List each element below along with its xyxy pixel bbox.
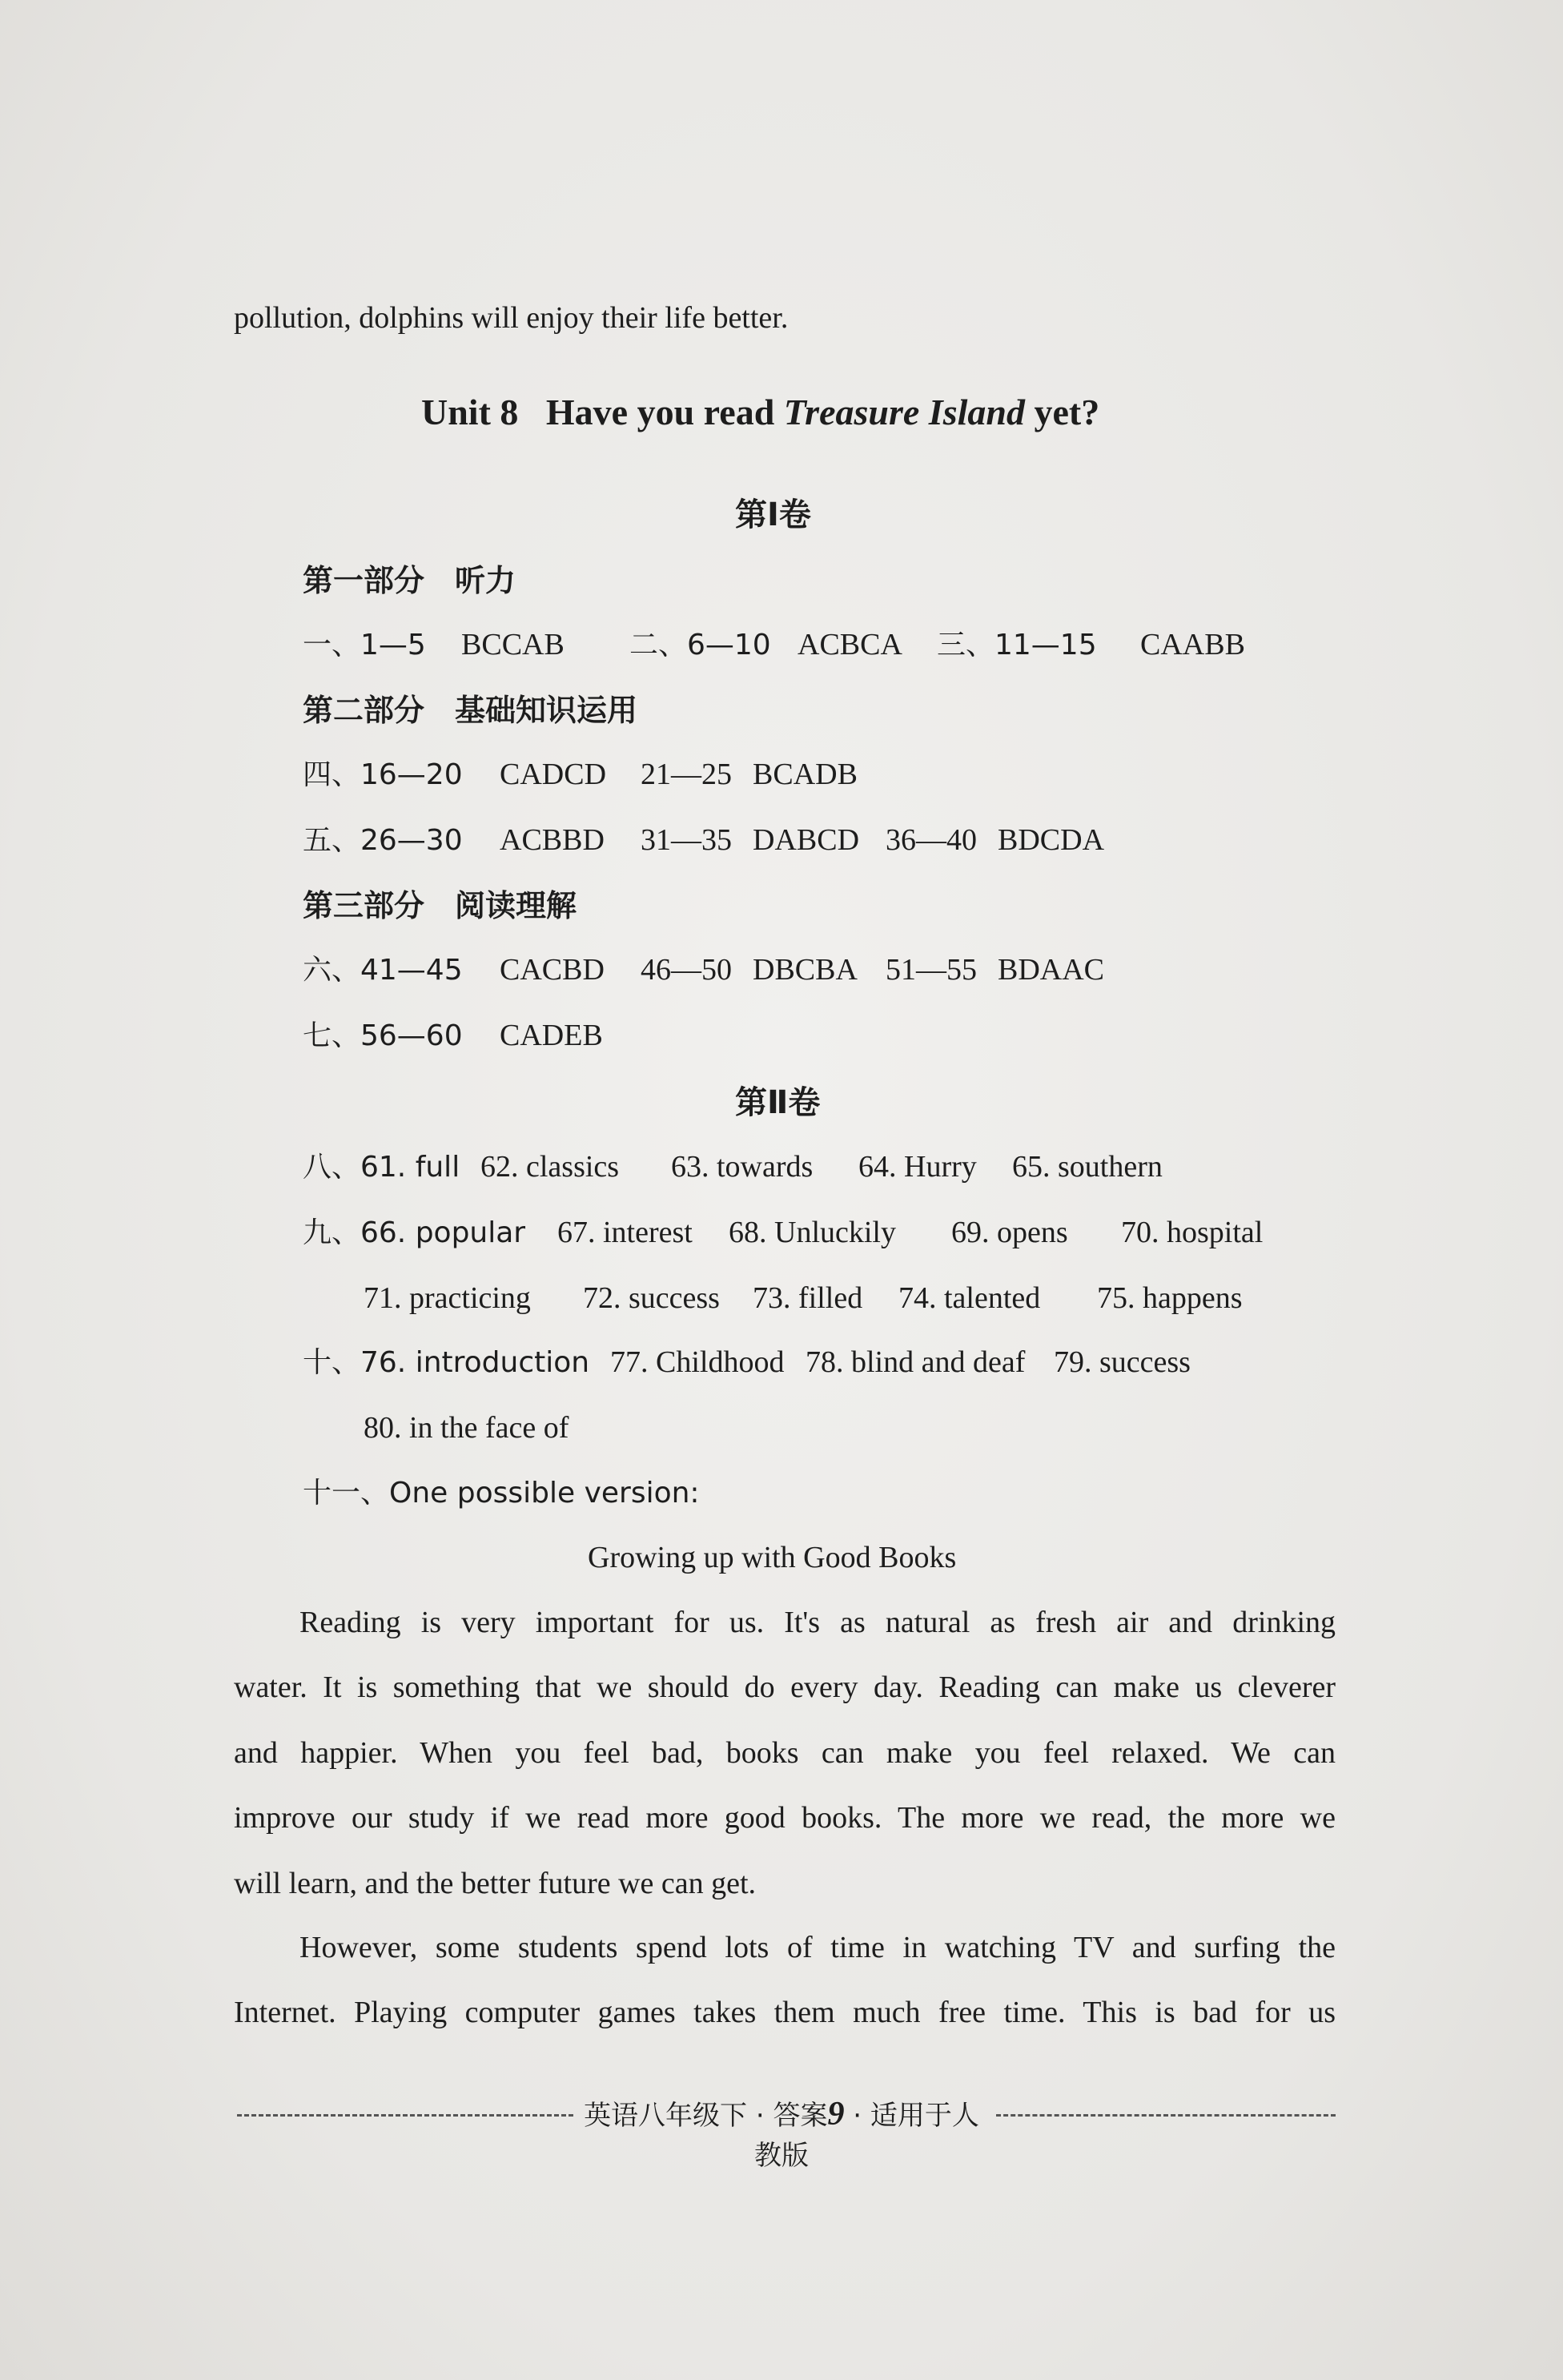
essay-paragraph-2 [234, 1916, 1336, 2046]
answer-label: 七、56—60 [303, 1019, 463, 1052]
answers-section-8 [303, 1148, 1163, 1186]
part-1-heading: 第一部分 听力 [303, 563, 516, 598]
answers-section-1 [303, 626, 1245, 664]
answer-item: 69. opens [951, 1216, 1068, 1249]
essay-line: improve our study if we read more good books. The more we read, the more we [234, 1801, 1336, 1835]
answers-section-7 [303, 1017, 603, 1055]
answer-item: 65. southern [1012, 1150, 1163, 1184]
volume-1-heading: 第Ⅰ卷 [735, 497, 811, 533]
page-number: 9 [827, 2096, 845, 2133]
answer-label: 二、6—10 [629, 629, 771, 661]
answers-section-5 [303, 822, 1104, 859]
intro-line: pollution, dolphins will enjoy their life better. [234, 301, 789, 335]
answer-label: 46—50 [641, 953, 732, 987]
answer-key: BCADB [753, 758, 858, 791]
answer-item: 79. success [1054, 1345, 1191, 1379]
answer-item: 64. Hurry [858, 1150, 977, 1184]
answer-item: 九、66. popular [303, 1216, 526, 1249]
book-title: Treasure Island [783, 392, 1025, 432]
answer-label: 一、1—5 [303, 629, 426, 661]
answer-key: BDCDA [998, 823, 1105, 857]
answers-section-11-label: 十一、One possible version: [303, 1477, 700, 1510]
unit-title [421, 394, 1099, 431]
answer-item: 77. Childhood [610, 1345, 785, 1379]
answer-item: 74. talented [898, 1281, 1041, 1315]
answer-item: 70. hospital [1121, 1216, 1264, 1249]
answer-item: 62. classics [480, 1150, 620, 1184]
unit-title-before: Have you read [545, 392, 775, 432]
answer-label: 31—35 [641, 823, 732, 857]
unit-prefix: Unit 8 [421, 392, 519, 432]
answer-item: 68. Unluckily [729, 1216, 896, 1249]
essay-line: water. It is something that we should do every day. Reading can make us cleverer [234, 1670, 1336, 1705]
answer-item: 75. happens [1097, 1281, 1243, 1315]
answer-key: BDAAC [998, 953, 1105, 987]
answer-key: DBCBA [753, 953, 858, 987]
answer-item: 十、76. introduction [303, 1346, 590, 1379]
answer-key: DABCD [753, 823, 860, 857]
essay-line: and happier. When you feel bad, books can make you feel relaxed. We can [234, 1735, 1336, 1770]
answer-item: 八、61. full [303, 1151, 460, 1184]
essay-line: Internet. Playing computer games takes them much free time. This is bad for us [234, 1996, 1336, 2030]
answers-section-9 [303, 1214, 1263, 1252]
unit-title-after: yet? [1034, 392, 1100, 432]
answer-label: 五、26—30 [303, 824, 463, 857]
footer-left: 英语八年级下 · 答案 [584, 2100, 828, 2132]
answer-item: 63. towards [671, 1150, 814, 1184]
answer-item: 78. blind and deaf [806, 1345, 1026, 1379]
answer-item: 73. filled [753, 1281, 863, 1315]
answer-label: 21—25 [641, 758, 732, 791]
answers-section-6 [303, 951, 1104, 989]
answer-key: BCCAB [461, 628, 565, 661]
essay-title: Growing up with Good Books [588, 1541, 957, 1574]
answer-item: 72. success [583, 1281, 720, 1315]
essay-paragraph-1 [234, 1590, 1336, 1916]
essay-line: will learn, and the better future we can get. [234, 1866, 757, 1900]
essay-line: Reading is very important for us. It's as natural as fresh air and drinking [299, 1606, 1336, 1639]
page-footer [573, 2093, 990, 2173]
answer-key: CAABB [1140, 628, 1245, 661]
answer-key: CADEB [500, 1019, 603, 1052]
answer-label: 三、11—15 [937, 629, 1097, 661]
answer-label: 六、41—45 [303, 954, 463, 987]
footer-right: · 适用于人教版 [754, 2100, 979, 2172]
volume-2-heading: 第Ⅱ卷 [735, 1084, 821, 1121]
answer-key: ACBCA [798, 628, 902, 661]
footer-rule-right [996, 2114, 1336, 2117]
footer-rule-left [237, 2114, 573, 2117]
answers-section-9-cont [364, 1280, 1243, 1317]
answer-label: 四、16—20 [303, 758, 463, 791]
part-3-heading: 第三部分 阅读理解 [303, 888, 577, 923]
answers-section-10 [303, 1344, 1191, 1381]
answer-key: CACBD [500, 953, 605, 987]
answer-label: 36—40 [886, 823, 977, 857]
answer-label: 51—55 [886, 953, 977, 987]
answer-key: CADCD [500, 758, 607, 791]
answer-key: ACBBD [500, 823, 605, 857]
part-2-heading: 第二部分 基础知识运用 [303, 693, 638, 728]
essay-line: However, some students spend lots of time in watching TV and surfing the [299, 1931, 1336, 1964]
answers-section-4 [303, 756, 858, 794]
answer-item: 71. practicing [364, 1281, 531, 1315]
answer-item: 67. interest [557, 1216, 693, 1249]
answers-section-10-cont: 80. in the face of [364, 1411, 569, 1445]
